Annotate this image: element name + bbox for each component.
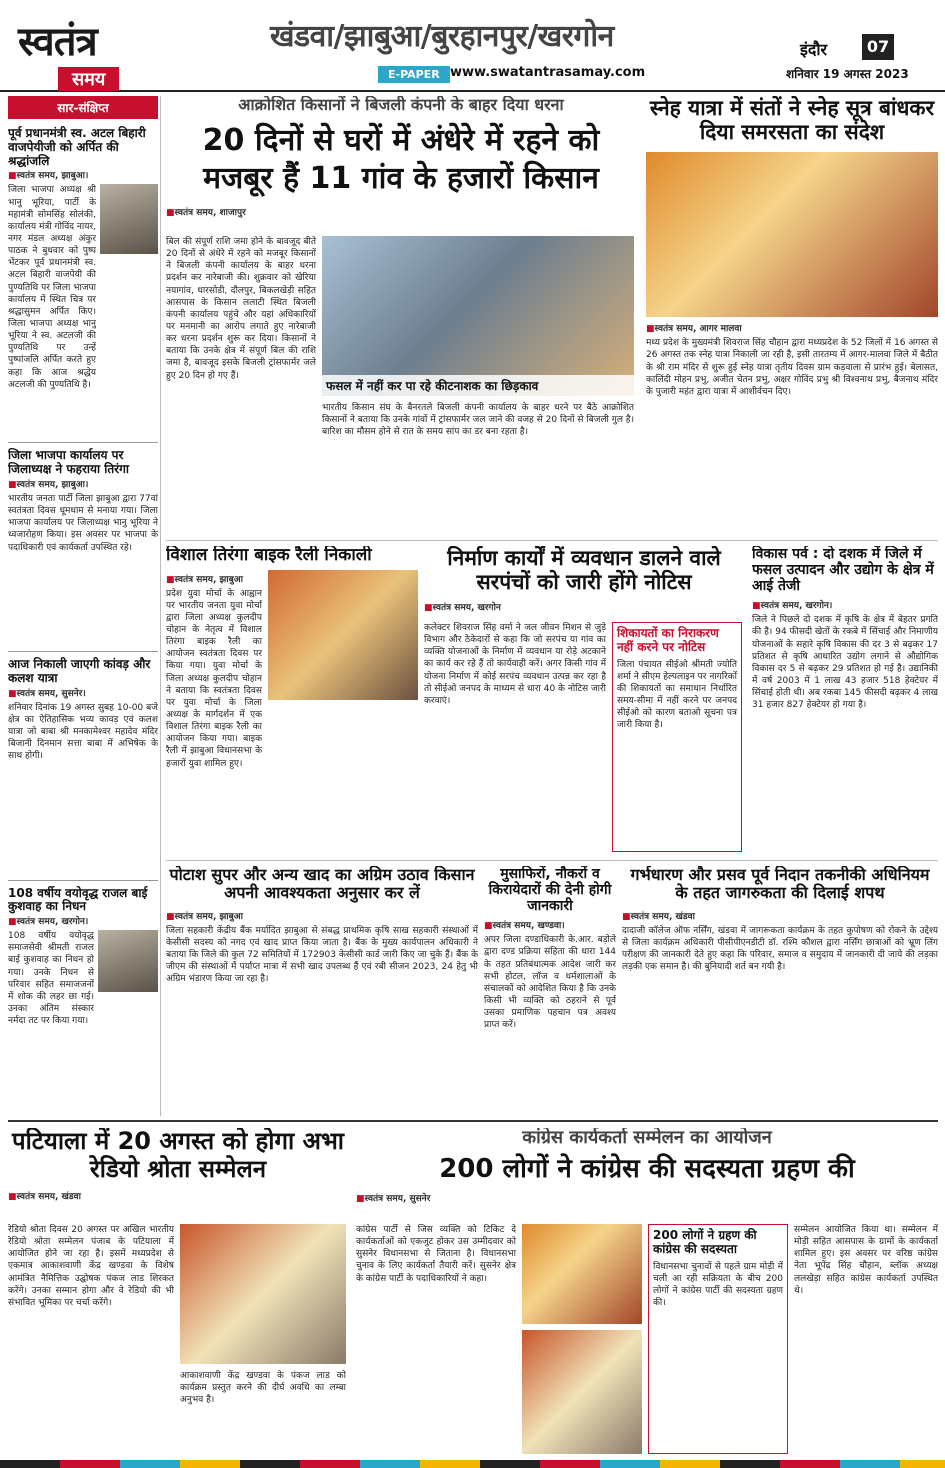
story-photo [180, 1224, 346, 1364]
sidebar-item[interactable] [8, 651, 158, 872]
sidebar-item[interactable] [8, 127, 158, 434]
inset-body: जिला पंचायत सीईओ श्रीमती ज्योति शर्मा ने सीएम हेल्पलाइन पर नागरिकों की शिकायतों का समाधान निर्धारित समय-सीमा में नहीं करने पर जनपद सीईओ को कारण बताओ सूचना पत्र जारी किया है। [617, 659, 737, 731]
story-body: मध्य प्रदेश के मुख्यमंत्री शिवराज सिंह चौहान द्वारा मध्यप्रदेश के 52 जिलों में 16 अगस्त से 26 अगस्त तक स्नेह यात्रा निकाली जा रही है, इसी तारतम्य में आगर-मालवा जिले में बैठीत के श्री राम मंदिर से शुरू हुई स्नेह यात्रा तृतीय दिवस ग्राम कड़वाला से प्रारंभ हुई। बेलासत, कालिंदी मोहन प्रभु, अजीत चेतन प्रभु, अक्षर गोविंद प्रभु श्री विश्वनाथ प्रभु, बैजनाथ मंदिर के पुजारी महंत द्वारा यात्रा में आशीर्वचन दिए। [646, 338, 938, 397]
radio-story[interactable] [8, 1128, 348, 1458]
byline: ■ स्वतंत्र समय, झाबुआ। [8, 168, 158, 181]
sidebar-item-body: 108 वर्षीय वयोवृद्ध समाजसेवी श्रीमती राजल बाई कुशवाह का निधन हो गया। उनके निधन से परिवार सहित समाजजनों में शोक की लहर छा गई। उनका अंतिम संस्कार नर्मदा तट पर किया गया। [8, 931, 94, 1027]
tenant-info-story[interactable] [484, 866, 616, 1116]
lead-body-continued: भारतीय किसान संघ के बैनरतले बिजली कंपनी कार्यालय के बाहर धरने पर बैठे आक्रोशित किसानों ने बताया कि उनके गांवों में ट्रांसफार्मर जल जाने की वजह से 20 दिनों से बिजली गुल है। बारिश का मौसम होने से रात के समय सांप का डर बना रहता है। [322, 403, 634, 438]
notice-inset [612, 622, 742, 852]
sidebar-item-title: 108 वर्षीय वयोवृद्ध राजल बाई कुशवाह का निधन [8, 885, 148, 914]
story-headline: स्नेह यात्रा में संतों ने स्नेह सूत्र बांधकर दिया समरसता का संदेश [649, 96, 935, 145]
story-headline: निर्माण कार्यों में व्यवधान डालने वाले सरपंचों को जारी होंगे नोटिस [447, 546, 721, 595]
byline: ■ स्वतंत्र समय, सुसनेर। [8, 686, 158, 699]
byline: ■ स्वतंत्र समय, झाबुआ। [8, 477, 158, 490]
bike-rally-story[interactable] [166, 546, 418, 856]
byline: ■ स्वतंत्र समय, झाबुआ [166, 909, 478, 922]
sidebar-item-body: शनिवार दिनांक 19 अगस्त सुबह 10-00 बजे क्षेत्र का ऐतिहासिक भव्य कावड़ एवं कलश यात्रा जो बाबा श्री मनकामेश्वर महादेव मंदिर बिजानी दिनमान सत्ता बाबा में अभिषेक के साथ होगी। [8, 702, 158, 762]
story-body-continued: आकाशवाणी केंद्र खण्डवा के पंकज लाड को कार्यक्रम प्रस्तुत करने की दीर्घ अवधि का लम्बा अनुभव है। [180, 1371, 346, 1406]
story-headline: 200 लोगों ने कांग्रेस की सदस्यता ग्रहण की [439, 1153, 855, 1184]
inset-title: शिकायतों का निराकरण नहीं करने पर नोटिस [617, 626, 719, 654]
logo-bottom: समय [58, 67, 119, 91]
byline: ■ स्वतंत्र समय, खरगोन [424, 600, 744, 613]
story-headline: मुसाफिरों, नौकरों व किरायेदारों की देनी होगी जानकारी [488, 866, 612, 915]
vikas-parv-story[interactable] [752, 546, 938, 856]
sidebar-item-title: जिला भाजपा कार्यालय पर जिलाध्यक्ष ने फहराया तिरंगा [8, 448, 129, 477]
section-divider [166, 860, 938, 861]
section-divider [8, 1120, 938, 1122]
inset-title: 200 लोगों ने ग्रहण की कांग्रेस की सदस्यता [653, 1228, 757, 1256]
city-name: इंदौर [800, 40, 828, 59]
portrait-photo [98, 930, 158, 992]
inset-body: विधानसभा चुनावों से पहले ग्राम मोड़ी में चली आ रही सक्रियता के बीच 200 लोगों ने कांग्रेस पार्टी की सदस्यता ग्रहण की। [653, 1261, 783, 1309]
byline: ■ स्वतंत्र समय, झाबुआ [166, 572, 418, 585]
newspaper-logo[interactable] [18, 12, 158, 90]
sidebar [8, 96, 158, 1114]
potash-story[interactable] [166, 866, 478, 1116]
byline: ■ स्वतंत्र समय, शाजापुर [166, 205, 636, 218]
sneh-yatra-story[interactable] [646, 96, 938, 536]
story-headline: पोटाश सुपर और अन्य खाद का अग्रिम उठाव किसान अपनी आवश्यकता अनुसार कर लें [169, 866, 475, 903]
notice-story[interactable] [424, 546, 744, 856]
masthead [0, 0, 945, 92]
story-photo [522, 1330, 642, 1454]
story-body: अपर जिला दण्डाधिकारी के.आर. बड़ोले द्वारा दण्ड प्रक्रिया संहिता की धारा 144 के तहत प्रतिबंधात्मक आदेश जारी कर सभी होटल, लॉज व धर्मशालाओं के संचालकों को आदेशित किया है कि उनके किसी भी व्यक्ति को ठहराने से पूर्व उसका प्रमाणिक पहचान पत्र अवश्य प्राप्त करें। [484, 935, 616, 1031]
byline: ■ स्वतंत्र समय, खरगोन। [752, 598, 938, 611]
edition-names: खंडवा/झाबुआ/बुरहानपुर/खरगोन [270, 19, 614, 54]
section-divider [166, 540, 938, 541]
sidebar-tag: सार-संक्षिप्त [8, 96, 158, 119]
lead-body: बिल की संपूर्ण राशि जमा होने के बावजूद बीते 20 दिनों से अंधेरे में रहने को मजबूर किसानों ने बिजली कंपनी कार्यालय के बाहर धरना प्रदर्शन कर नारेबाजी की। शुक्रवार को खेरिया नयागांव, धारसोडी, दौलपुर, बिकलखेड़ी सहित आसपास के किसान ललाटी स्थित बिजली कंपनी कार्यालय पहुंचे और यहां अधिकारियों पर मनमानी का आरोप लगाते हुए नारेबाजी कर धरना प्रदर्शन शुरू कर दिया। किसानों ने बताया कि उनके क्षेत्र में संपूर्ण बिल की राशि जमा है, बावजूद इसके बिजली ट्रांसफार्मर जले हुए 20 दिन हो गए हैं। [166, 237, 316, 381]
story-body: कलेक्टर शिवराज सिंह वर्मा ने जल जीवन मिशन से जुड़े विभाग और ठेकेदारों से कहा कि जो सरपंच या गांव का व्यक्ति योजनाओं के निर्माण में व्यवधान या रोड़े अटकाने का कार्य कर रहे हैं तो कार्यवाही करें। अगर किसी गांव में योजना निर्माण में कोई सरपंच व्यवधान उत्पन्न कर रहा है तो सीईओ जनपद के माध्यम से धारा 40 के नोटिस जारी करवाएं। [424, 623, 606, 706]
epaper-badge: E-PAPER [378, 66, 450, 83]
sidebar-item-body: जिला भाजपा अध्यक्ष श्री भानु भूरिया, पार्टी के महामंत्री सोमसिंह सोलंकी, कार्यालय मंत्री गोविंद नायर, नगर मंडल अध्यक्ष अंकुर पाठक ने बुधवार को पुष्प भेंटकर पूर्व प्रधानमंत्री स्व. अटल बिहारी वाजपेयी की पुण्यतिथि पर जिला भाजपा कार्यालय में स्थित चित्र पर श्रद्धासुमन अर्पित किए। जिला भाजपा अध्यक्ष भानु भूरिया ने स्व. अटलजी की पुण्यतिथि पर उन्हें पुष्पांजलि अर्पित करते हुए कहा कि आज श्रद्धेय अटलजी की पुण्यतिथि है। [8, 185, 96, 390]
lead-photo [322, 236, 634, 396]
byline: ■ स्वतंत्र समय, खंडवा [8, 1189, 348, 1202]
lead-story[interactable] [166, 96, 636, 536]
bottom-color-strip [0, 1460, 945, 1468]
website-link[interactable]: www.swatantrasamay.com [450, 65, 646, 80]
story-headline: विशाल तिरंगा बाइक रैली निकाली [166, 546, 372, 565]
byline: ■ स्वतंत्र समय, खरगोन। [8, 914, 158, 927]
story-headline: पटियाला में 20 अगस्त को होगा अभा रेडियो श्रोता सम्मेलन [11, 1128, 345, 1183]
column-divider [160, 96, 161, 1116]
congress-story[interactable] [356, 1128, 938, 1458]
page-number: 07 [862, 34, 894, 60]
byline: ■ स्वतंत्र समय, खण्डवा। [484, 918, 616, 931]
story-kicker: कांग्रेस कार्यकर्ता सम्मेलन का आयोजन [522, 1128, 772, 1148]
portrait-photo [100, 184, 158, 254]
sidebar-item-body: भारतीय जनता पार्टी जिला झाबुआ द्वारा 77वां स्वतंत्रता दिवस धूमधाम से मनाया गया। जिला भाजपा कार्यालय पर जिलाध्यक्ष भानु भूरिया ने ध्वजारोहण किया। इस अवसर पर भाजपा के पदाधिकारी एवं कार्यकर्ता उपस्थित रहे। [8, 493, 158, 553]
photo-caption: फसल में नहीं कर पा रहे कीटनाशक का छिड़काव [322, 375, 634, 396]
issue-date: शनिवार 19 अगस्त 2023 [786, 67, 909, 81]
sidebar-item[interactable] [8, 442, 158, 643]
story-body: रेडियो श्रोता दिवस 20 अगस्त पर अखिल भारतीय रेडियो श्रोता सम्मेलन पंजाब के पटियाला में आयोजित होने जा रहा है। इसमें मध्यप्रदेश से एकमात्र आकाशवाणी केंद्र खण्डवा के विशेष आमंत्रित नैमित्तिक उद्घोषक पंकज लाड शिरकत करेंगे। उनका सम्मान होगा और वे रेडियो की भी संभावित भूमिका पर चर्चा करेंगे। [8, 1225, 174, 1308]
sidebar-item[interactable] [8, 880, 158, 1061]
story-body: जिले ने पिछले दो दशक में कृषि के क्षेत्र में बेहतर प्रगति की है। 94 फीसदी खेतों के रकबे में सिंचाई और निमाणीय योजनाओं के सहारे कृषि विकास की दर 3 से बढ़कर 17 प्रतिशत से कृषि आधारित उद्योग लगाने से औद्योगिक विकास दर 5 से बढ़कर 29 प्रतिशत हो गई है। उद्यानिकी में वर्ष 2003 में 1 लाख 43 हजार 518 हेक्टेयर में सिंचाई होती थी। अब रकबा 145 फीसदी बढ़कर 4 लाख 31 हजार 827 हेक्टेयर हो गया है। [752, 615, 938, 711]
byline: ■ स्वतंत्र समय, खंडवा [622, 909, 938, 922]
story-body: जिला सहकारी केंद्रीय बैंक मर्यादित झाबुआ से संबद्ध प्राथमिक कृषि साख सहकारी संस्थाओं में केसीसी सदस्य को नगद एवं खाद प्राप्त किया जाता है। बैंक के मुख्य कार्यपालन अधिकारी ने बताया कि जिले की कुल 72 समितियों में 172903 केसीसी कार्ड जारी किए जा चुके हैं। बैंक के जीएम की संस्थाओं में पर्याप्त मात्रा में सभी खाद उपलब्ध हैं एवं रबी सीजन 2023, 24 हेतु भी अग्रिम भंडारण किया जा रहा है। [166, 925, 478, 985]
congress-inset [648, 1224, 788, 1454]
story-photo [522, 1224, 642, 1324]
story-headline: गर्भधारण और प्रसव पूर्व निदान तकनीकी अधिनियम के तहत जागरुकता की दिलाई शपथ [630, 866, 930, 903]
logo-top: स्वतंत्र [18, 18, 97, 65]
story-photo [646, 152, 938, 317]
sidebar-item-title: आज निकाली जाएगी कांवड़ और कलश यात्रा [8, 656, 151, 685]
story-body-continued: सम्मेलन आयोजित किया था। सम्मेलन में मोड़ी सहित आसपास के ग्रामों के कार्यकर्ता शामिल हुए। इस अवसर पर वरिष्ठ कांग्रेस नेता भूपेंद्र सिंह चौहान, ब्लॉक अध्यक्ष ललखेड़ा सहित कांग्रेस कार्यकर्ता उपस्थित थे। [794, 1225, 938, 1296]
byline: ■ स्वतंत्र समय, सुसनेर [356, 1191, 938, 1204]
sidebar-item-title: पूर्व प्रधानमंत्री स्व. अटल बिहारी वाजपेयीजी को अर्पित की श्रद्धांजलि [8, 126, 146, 168]
story-body: दादाजी कॉलेज ऑफ नर्सिंग, खंडवा में जागरूकता कार्यक्रम के तहत कुपोषण को रोकने के उद्देश्य से जिला कार्यक्रम अधिकारी पीसीपीएनडीटी डॉ. रश्मि कौशल द्वारा नर्सिंग छात्राओं को भ्रूण लिंग परीक्षण की जानकारी देते हुए कहा कि परिवार, समाज व समुदाय में जानकारी दी जाये की लड़का लड़की एक समान है। की बुनियादी शर्त बन गयी है। [622, 925, 938, 973]
story-body: कांग्रेस पार्टी से जिस व्यक्ति को टिकिट दे कार्यकर्ताओं को एकजुट होकर उस उम्मीदवार को सुसनेर विधानसभा से जिताना है। विधानसभा चुनाव के लिए कार्यकर्ता तैयारी करें। सुसनेर क्षेत्र के कांग्रेस पार्टी के पदाधिकारियों ने कहा। [356, 1225, 516, 1284]
story-photo [268, 570, 418, 700]
story-headline: विकास पर्व : दो दशक में जिले में फसल उत्पादन और उद्योग के क्षेत्र में आई तेजी [752, 546, 934, 595]
story-body: प्रदेश युवा मोर्चा के आह्वान पर भारतीय जनता युवा मोर्चा द्वारा जिला अध्यक्ष कुलदीप चोहान के नेतृत्व में विशाल तिरंगा बाइक रैली का आयोजन स्वतंत्रता दिवस पर किया गया। युवा मोर्चा के जिला अध्यक्ष कुलदीप चोहान ने बताया कि स्वतंत्रता दिवस पर युवा मोर्चा के जिला अध्यक्ष के मार्गदर्शन में एक विशाल तिरंगा बाइक रैली का आयोजन किया गया। बाइक रैली में झाबुआ विधानसभा के हजारों युवा शामिल हुए। [166, 588, 262, 769]
lead-kicker: आक्रोशित किसानों ने बिजली कंपनी के बाहर दिया धरना [238, 96, 564, 114]
lead-headline: 20 दिनों से घरों में अंधेरे में रहने को मजबूर हैं 11 गांव के हजारों किसान [202, 123, 600, 196]
pcpndt-story[interactable] [622, 866, 938, 1116]
byline: ■ स्वतंत्र समय, आगर मालवा [646, 321, 938, 334]
